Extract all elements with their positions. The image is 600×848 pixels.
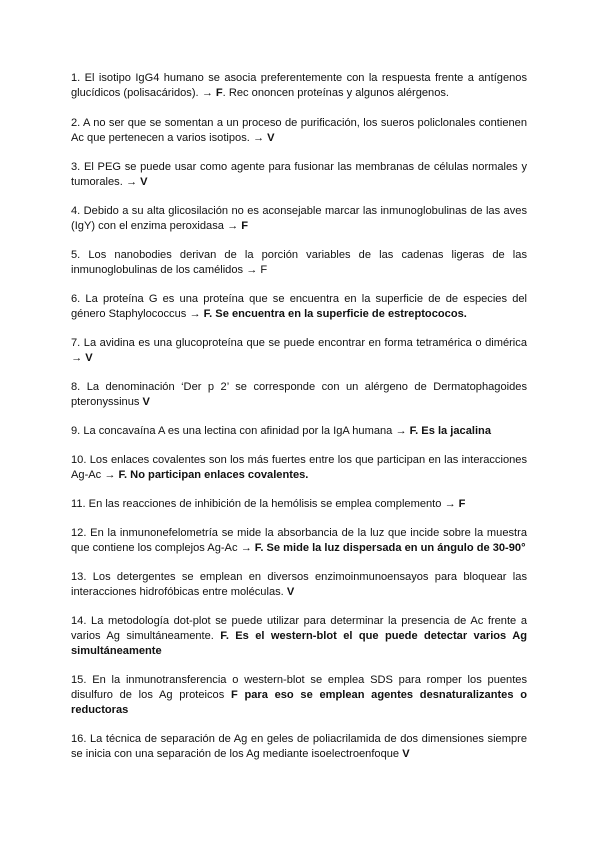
- answer: F: [203, 308, 210, 320]
- answer-note: . Se mide la luz dispersada en un ángulo de 30-90°: [260, 542, 526, 554]
- answer: V: [286, 586, 295, 598]
- question-11: 11. En las reacciones de inhibición de la hemólisis se emplea complemento → F: [71, 498, 466, 510]
- question-4: 4. Debido a su alta glicosilación no es aconsejable marcar las inmunoglobulinas de las aves (IgY) con el enzima peroxidasa → F: [71, 205, 527, 232]
- question-5: 5. Los nanobodies derivan de la porción variables de las cadenas ligeras de las inmunoglobulinas de los camélidos → F: [71, 249, 527, 276]
- answer: V: [140, 176, 148, 188]
- answer: F: [458, 498, 466, 510]
- answer: V: [85, 352, 93, 364]
- answer: F: [118, 469, 125, 481]
- question-8: 8. La denominación ‘Der p 2’ se corresponde con un alérgeno de Dermatophagoides pteronyssinus V: [71, 381, 527, 408]
- question-15: 15. En la inmunotransferencia o western-blot se emplea SDS para romper los puentes disulfuro de los Ag proteicos F para eso se emplean agentes desnaturalizantes o reductoras: [71, 674, 528, 716]
- question-14: 14. La metodología dot-plot se puede utilizar para determinar la presencia de Ac frente a varios Ag simultáneamente. F. Es el western-blot el que puede detectar varios Ag simultáneamente: [71, 615, 527, 657]
- answer: V: [142, 396, 150, 408]
- answer: F: [220, 630, 226, 642]
- answer: F: [254, 542, 261, 554]
- question-6: 6. La proteína G es una proteína que se encuentra en la superficie de de especies del género Staphylococcus → F. Se encuentra en la superficie de estreptococos.: [71, 293, 527, 320]
- question-10: 10. Los enlaces covalentes son los más fuertes entre los que participan en las interacciones Ag-Ac → F. No participan enlaces covalentes.: [71, 454, 527, 481]
- question-2: 2. A no ser que se somentan a un proceso de purificación, los sueros policlonales contienen Ac que pertenecen a varios isotipos. → V: [71, 117, 527, 144]
- answer-note: . Rec ononcen proteínas y algunos alérgenos.: [222, 87, 450, 99]
- question-16: 16. La técnica de separación de Ag en geles de poliacrilamida de dos dimensiones siempre se inicia con una separación de los Ag mediante isoelectroenfoque V: [71, 733, 527, 760]
- question-9: 9. La concavaína A es una lectina con afinidad por la IgA humana → F. Es la jacalina: [71, 425, 491, 437]
- answer: F: [409, 425, 416, 437]
- answer-note: . Es el western-blot el que puede detectar varios Ag simultáneamente: [71, 630, 527, 657]
- question-3: 3. El PEG se puede usar como agente para fusionar las membranas de células normales y tumorales. → V: [71, 161, 527, 188]
- question-1: 1. El isotipo IgG4 humano se asocia preferentemente con la respuesta frente a antígenos glucídicos (polisacáridos). → F. Rec ononcen proteínas y algunos alérgenos.: [71, 72, 527, 99]
- question-7: 7. La avidina es una glucoproteína que se puede encontrar en forma tetramérica o dimérica → V: [71, 337, 527, 364]
- answer-note: . Es la jacalina: [415, 425, 491, 437]
- answer: F: [230, 689, 238, 701]
- answer: V: [402, 748, 410, 760]
- answer: F: [215, 87, 223, 99]
- answer: V: [267, 132, 275, 144]
- question-13: 13. Los detergentes se emplean en diversos enzimoinmunoensayos para bloquear las interacciones hidrofóbicas entre moléculas. V: [71, 571, 527, 598]
- answer: F: [241, 220, 248, 232]
- answer-note: para eso se emplean agentes desnaturalizantes o reductoras: [71, 689, 528, 716]
- answer-note: . No participan enlaces covalentes.: [124, 469, 309, 481]
- question-12: 12. En la inmunonefelometría se mide la absorbancia de la luz que incide sobre la muestra que contiene los complejos Ag-Ac → F. Se mide la luz dispersada en un ángulo de 30-90°: [71, 527, 527, 554]
- answer-note: . Se encuentra en la superficie de estreptococos.: [209, 308, 467, 320]
